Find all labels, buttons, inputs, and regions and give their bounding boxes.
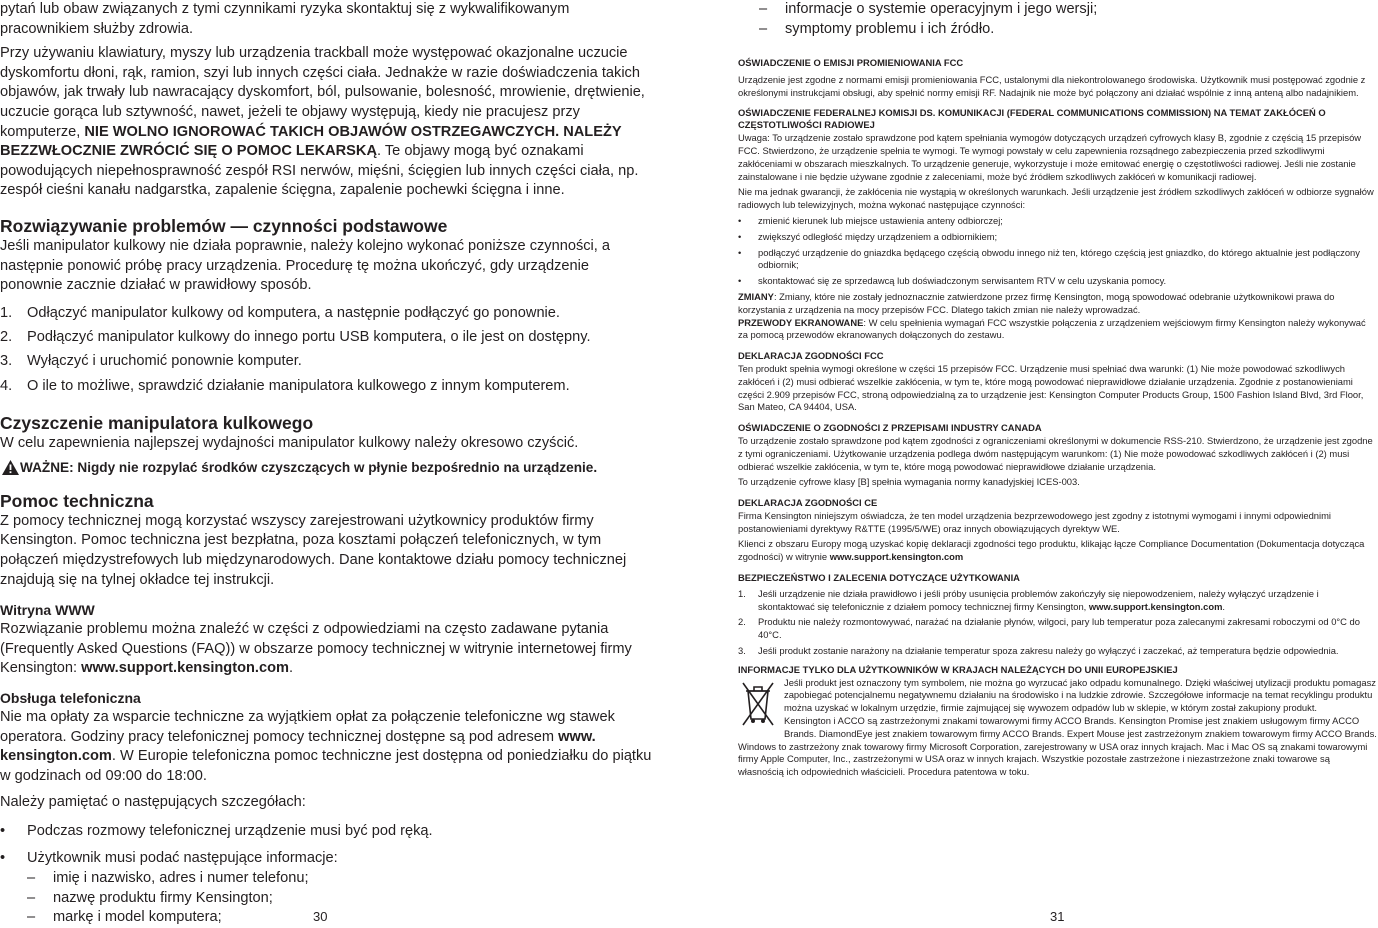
fcc-bullet-item: • zmienić kierunek lub miejsce ustawienia anteny odbiorczej; <box>738 215 1378 228</box>
web-url-link[interactable]: www.support.kensington.com <box>81 660 289 677</box>
page-number-right: 31 <box>1050 909 1065 924</box>
fcc-bullet-item: • skontaktować się ze sprzedawcą lub doświadczonym serwisantem RTV w celu uzyskania pomocy. <box>738 275 1378 288</box>
eu-section <box>738 677 1378 779</box>
warning-icon <box>2 460 19 475</box>
ic-heading: OŚWIADCZENIE O ZGODNOŚCI Z PRZEPISAMI INDUSTRY CANADA <box>738 422 1042 434</box>
support-bullets <box>0 822 655 928</box>
weee-bin-icon <box>740 677 776 729</box>
fcc-text-2: Nie ma jednak gwarancji, że zakłócenia nie wystąpią w określonych warunkach. Jeśli urządzenie jest źródłem szkodliwych zakłóceń w odbiorze sygnałów radiowych lub telewizyjnych, można wykonać następujące czynności: <box>738 186 1374 211</box>
dash-item: – nazwę produktu firmy Kensington; <box>27 889 655 909</box>
eu-heading: INFORMACJE TYLKO DLA UŻYTKOWNIKÓW W KRAJACH NALEŻĄCYCH DO UNII EUROPEJSKIEJ <box>738 663 1178 675</box>
fcc-heading: OŚWIADCZENIE FEDERALNEJ KOMISJI DS. KOMUNIKACJI (FEDERAL COMMUNICATIONS COMMISSION) NA TEMAT ZAKŁÓCEŃ O CZĘSTOTLIWOŚCI RADIOWEJ <box>738 106 1326 131</box>
rsi-text-2: . Te objawy mogą być oznakami powodujących niepełnosprawność zespół RSI nerwów, mięśni, ścięgien lub innych części ciała, np. zespół cieśni kanału nadgarstka, zapalenie ścięgna, zapalenie pochewki ścięgna i inne. <box>0 143 639 199</box>
warning-text: WAŻNE: Nigdy nie rozpylać środków czyszczących w płynie bezpośrednio na urządzenie. <box>20 459 598 475</box>
troubleshoot-intro: Jeśli manipulator kulkowy nie działa poprawnie, należy kolejno wykonać poniższe czynności, a następnie ponowić próbę pracy urządzenia. Procedurę tę można ukończyć, gdy urządzenie ponownie zacznie działać w prawidłowy sposób. <box>0 237 611 294</box>
safety-item: 3. Jeśli produkt zostanie narażony na działanie temperatur spoza zakresu należy go wyłączyć i zaczekać, aż temperatura będzie odpowiednia. <box>738 645 1339 657</box>
eu-text: Jeśli produkt jest oznaczony tym symbolem, nie można go wyrzucać jako odpadu komunalnego. Dzięki właściwej utylizacji produktu pomagasz zapobiegać potencjalnemu negatywnemu działaniu na środowisko i na ludzkie zdrowie. Szczegółowe informacje na temat recyklingu produktu można uzyskać w lokalnym urzędzie, firmie zajmującej się wywozem odpadów lub w sklepie, w którym został zakupiony produkt. <box>784 676 1376 714</box>
fcc-rf-text: Urządzenie jest zgodne z normami emisji promieniowania FCC, ustalonymi dla niekontrolowanego środowiska. Użytkownik musi postępować zgodnie z określonymi instrukcjami obsługi, aby spełnić normy emisji RF. Nadajnik nie może być połączony ani działać wspólnie z inną anteną albo nadajnikiem. <box>738 73 1366 98</box>
fcc-bullet-item: • podłączyć urządzenie do gniazdka będącego częścią obwodu innego niż ten, którego częścią jest gniazdko, do którego aktualnie jest podłączony odbiornik; <box>738 247 1378 273</box>
dash-item: – informacje o systemie operacyjnym i jego wersji; <box>759 0 1378 20</box>
intro-text: pytań lub obaw związanych z tymi czynnikami ryzyka skontaktuj się z wykwalifikowanym pracownikiem służby zdrowia. <box>0 1 570 37</box>
safety-heading: BEZPIECZEŃSTWO I ZALECENIA DOTYCZĄCE UŻYTKOWANIA <box>738 572 1020 584</box>
support-text: Z pomocy technicznej mogą korzystać wszyscy zarejestrowani użytkownicy produktów firmy Kensington. Pomoc techniczna jest bezpłatna, poza kosztami połączeń telefonicznych, w tym połączeń międzystrefowych lub międzynarodowych. Dane kontaktowe działu pomocy technicznej znajdują się na tylnej okładce tej instrukcji. <box>0 512 627 588</box>
ce-heading: DEKLARACJA ZGODNOŚCI CE <box>738 497 878 509</box>
ce-url-link[interactable]: www.support.kensington.com <box>829 551 964 563</box>
fcc-doc-heading: DEKLARACJA ZGODNOŚCI FCC <box>738 350 884 362</box>
step-item: 4. O ile to możliwe, sprawdzić działanie manipulatora kulkowego z innym komputerem. <box>0 377 570 394</box>
bullet-item: • Użytkownik musi podać następujące informacje: – imię i nazwisko, adres i numer telefonu; – nazwę produktu firmy Kensington; – markę i model komputera; <box>0 849 655 927</box>
ic-text: To urządzenie zostało sprawdzone pod kątem zgodności z ograniczeniami określonymi w dokumencie RSS-210. Stwierdzono, że urządzenie jest zgodne z tymi ograniczeniami. Użytkowanie urządzenia podlega dwóm następującym warunkom: (1) Nie może powodować szkodliwych zakłóceń i (2) musi odbierać wszelkie zakłócenia, w tym te, które mogą powodować nieprawidłowe działanie urządzenia. <box>738 434 1373 472</box>
page-number-left: 30 <box>313 909 328 924</box>
step-item: 1. Odłączyć manipulator kulkowy od komputera, a następnie podłączyć go ponownie. <box>0 304 560 321</box>
safety-url-link[interactable]: www.support.kensington.com <box>1088 600 1223 612</box>
phone-paragraph: Nie ma opłaty za wsparcie techniczne za wyjątkiem opłat za połączenie telefoniczne wg stawek operatora. Godziny pracy telefonicznej pomocy technicznej dostępne są pod adresem www. kensington.com. W Europie telefoniczna pomoc techniczne jest dostępna od poniedziałku do piątku w godzinach od 09:00 do 18:00. <box>0 708 652 784</box>
rsi-paragraph <box>0 44 655 201</box>
dash-item: – markę i model komputera; <box>27 908 655 928</box>
fcc-bullet-item: • zwiększyć odległość między urządzeniem a odbiornikiem; <box>738 231 1378 244</box>
changes-paragraph: ZMIANY: Zmiany, które nie zostały jednoznacznie zatwierdzone przez firmę Kensington, mogą spowodować odebranie użytkownikowi prawa do korzystania z urządzenia na mocy przepisów FCC. Dlatego takich zmian nie należy wprowadzać. <box>738 290 1335 315</box>
remember-text: Należy pamiętać o następujących szczegółach: <box>0 794 306 811</box>
fcc-doc-text: Ten produkt spełnia wymogi określone w części 15 przepisów FCC. Urządzenie musi spełniać dwa warunki: (1) Nie może powodować szkodliwych zakłóceń i (2) musi odbierać wszelkie zakłócenia, w tym te, które mogą powodować nieprawidłowe działanie urządzenia. Zgodnie z postanowieniami części 2.909 przepisów FCC, stroną odpowiedzialną za to urządzenie jest: Kensington Computer Products Group, 1500 Fashion Island Blvd, 3rd Floor, San Mateo, CA 94404, USA. <box>738 362 1364 413</box>
trademark-text: Kensington i ACCO są zastrzeżonymi znakami towarowymi firmy ACCO Brands. Kensington Promise jest znakiem usługowym firmy ACCO Brands. DiamondEye jest znakiem towarowym firmy ACCO Brands. Expert Mouse jest zastrzeżonym znakiem towarowym firmy ACCO Brands. Windows to zastrzeżony znak towarowy firmy Microsoft Corporation, zarejestrowany w USA oraz innych krajach. Mac i Mac OS są znakami towarowymi firmy Apple Computer, Inc., zastrzeżonymi w USA oraz w innych krajach. Wszystkie pozostałe zastrzeżone i niezastrzeżone znaki towarowe są własnością ich odpowiednich właścicieli. Procedura patentowa w toku. <box>738 715 1377 778</box>
ic-text-2: To urządzenie cyfrowe klasy [B] spełnia wymagania normy kanadyjskiej ICES-003. <box>738 476 1080 488</box>
rsi-text-1: Przy używaniu klawiatury, myszy lub urządzenia trackball może występować okazjonalne uczucie dyskomfortu dłoni, rąk, ramion, szyi lub innych części ciała. Jednakże w razie doświadczenia takich objawów, jak trwały lub nawracający dyskomfort, ból, pulsowanie, bolesność, mrowienie, drętwienie, uczucie gorąca lub sztywność, nawet, jeżeli te objawy występują, kiedy nie pracujesz przy komputerze, <box>0 45 645 140</box>
step-item: 3. Wyłączyć i uruchomić ponownie komputer. <box>0 353 302 370</box>
shielded-paragraph: PRZEWODY EKRANOWANE: W celu spełnienia wymagań FCC wszystkie połączenia z urządzeniem wejściowym firmy Kensington należy wykonywać za pomocą przewodów ekranowanych dołączonych do zestawu. <box>738 316 1366 341</box>
phone-url-link[interactable]: www. kensington.com <box>0 728 596 765</box>
step-item: 2. Podłączyć manipulator kulkowy do innego portu USB komputera, o ile jest on dostępny. <box>0 329 591 345</box>
fcc-bullets <box>738 215 1378 288</box>
dash-item: – symptomy problemu i ich źródło. <box>759 20 1378 40</box>
phone-heading: Obsługa telefoniczna <box>0 689 141 706</box>
ce-text-2: Klienci z obszaru Europy mogą uzyskać kopię deklaracji zgodności tego produktu, klikając łącze Compliance Documentation (Dokumentacja dotycząca zgodności) w witrynie www.support.kensington.com <box>738 538 1365 563</box>
rsi-warning-bold: NIE WOLNO IGNOROWAĆ TAKICH OBJAWÓW OSTRZEGAWCZYCH. NALEŻY BEZZWŁOCZNIE ZWRÓCIĆ SIĘ O POMOC LEKARSKĄ <box>0 123 622 160</box>
info-dash-list <box>27 869 655 928</box>
dash-item: – imię i nazwisko, adres i numer telefonu; <box>27 869 655 889</box>
fcc-text: Uwaga: To urządzenie zostało sprawdzone pod kątem spełniania wymogów dotyczących urządzeń cyfrowych klasy B, zgodnie z częścią 15 przepisów FCC. Stwierdzono, że urządzenie spełnia te wymogi. Te wymogi powstały w celu zapewnienia rozsądnego zabezpieczenia przed szkodliwymi zakłóceniami w obszarach mieszkalnych. To urządzenie generuje, wykorzystuje i może emitować energię o częstotliwości radiowej. Jeśli nie zostanie zainstalowane i nie będzie używane zgodnie z zaleceniami, może być źródłem szkodliwych zakłóceń w komunikacji radiowej. <box>738 132 1362 182</box>
troubleshoot-heading: Rozwiązywanie problemów — czynności podstawowe <box>0 215 448 236</box>
web-paragraph: Rozwiązanie problemu można znaleźć w części z odpowiedziami na często zadawane pytania (Frequently Asked Questions (FAQ)) w obszarze pomocy technicznej w witrynie internetowej firmy Kensington: www.support.kensington.com. <box>0 621 632 677</box>
safety-list <box>738 588 1378 658</box>
bullet-item: • Podczas rozmowy telefonicznej urządzenie musi być pod ręką. <box>0 822 655 842</box>
cleaning-text: W celu zapewnienia najlepszej wydajności manipulator kulkowy należy okresowo czyścić. <box>0 435 579 452</box>
ce-text: Firma Kensington niniejszym oświadcza, że ten model urządzenia bezprzewodowego jest zgodny z istotnymi wymogami i innymi odpowiednimi postanowieniami dyrektywy R&TTE (1995/5/WE) oraz innych obowiązujących dyrektyw WE. <box>738 509 1331 534</box>
info-dash-list-continued <box>759 0 1378 39</box>
safety-item: 1. Jeśli urządzenie nie działa prawidłowo i jeśli próby usunięcia problemów zakończyły się niepowodzeniem, należy wyłączyć urządzenie i skontaktować się telefonicznie z działem pomocy technicznej firmy Kensington, www.support.kensington.com. <box>738 587 1319 612</box>
support-heading: Pomoc techniczna <box>0 490 154 511</box>
troubleshoot-steps <box>0 304 655 396</box>
web-heading: Witryna WWW <box>0 602 95 619</box>
safety-item: 2. Produktu nie należy rozmontowywać, narażać na działanie płynów, wilgoci, pary lub temperatur poza zalecanymi zakresami roboczymi od 0°C do 40°C. <box>738 616 1360 641</box>
warning-note <box>0 458 655 477</box>
cleaning-heading: Czyszczenie manipulatora kulkowego <box>0 413 314 434</box>
fcc-rf-heading: OŚWIADCZENIE O EMISJI PROMIENIOWANIA FCC <box>738 57 964 69</box>
